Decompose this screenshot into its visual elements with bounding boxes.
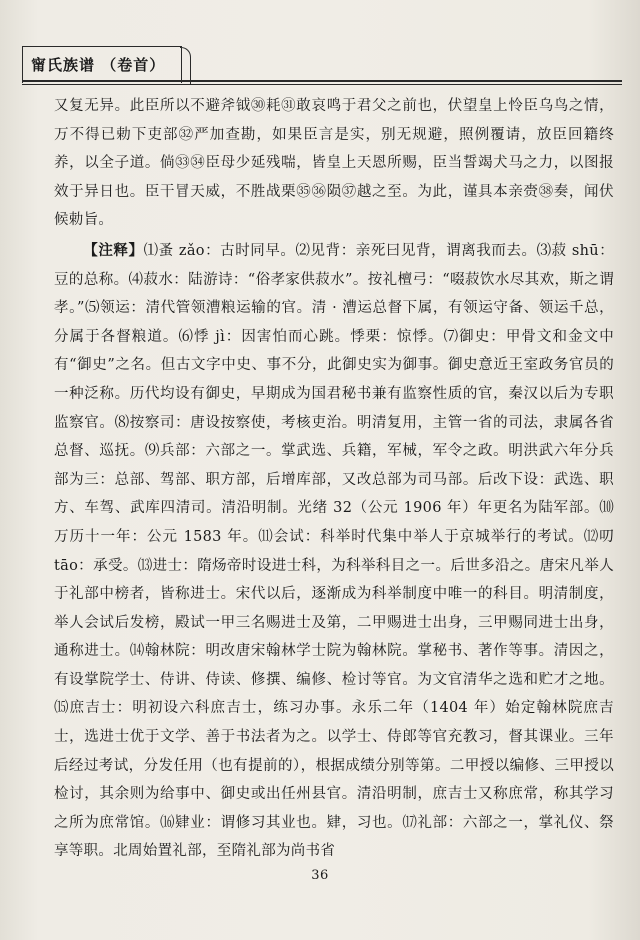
header-title-box <box>22 46 182 83</box>
notes-text: ⑴蚤 zǎo：古时同早。⑵见背：亲死曰见背，谓离我而去。⑶菽 shū：豆的总称。⑷菽水：陆游诗：“俗孝家供菽水”。按礼檀弓：“啜菽饮水尽其欢，斯之谓孝。”⑸领运：清代管领漕粮运输的官。清 · 漕运总督下属，有领运守备、领运千总，分属于各督粮道。⑹悸 jì：因害怕而心跳。悸栗：惊悸。⑺御史：甲骨文和金文中有“御史”之名。但古文字中史、事不分，此御史实为御事。御史意近王室政务官员的一种泛称。历代均设有御史，早期成为国君秘书兼有监察性质的官，秦汉以后为专职监察官。⑻按察司：唐设按察使，考核吏治。明清复用，主管一省的司法，隶属各省总督、巡抚。⑼兵部：六部之一。掌武选、兵籍，军械，军令之政。明洪武六年分兵部为三：总部、驾部、职方部，后增库部，又改总部为司马部。后改下设：武选、职方、车驾、武库四清司。清沿明制。光绪 32（公元 1906 年）年更名为陆军部。⑽万历十一年：公元 1583 年。⑾会试：科举时代集中举人于京城举行的考试。⑿叨 tāo：承受。⒀进士：隋炀帝时设进士科，为科举科目之一。后世多沿之。唐宋凡举人于礼部中榜者，皆称进士。宋代以后，逐渐成为科举制度中唯一的科目。明清制度，举人会试后发榜，殿试一甲三名赐进士及第，二甲赐进士出身，三甲赐同进士出身，通称进士。⒁翰林院：明改唐宋翰林学士院为翰林院。掌秘书、著作等事。清因之，有设掌院学士、侍讲、侍读、修撰、编修、检讨等官。为文官清华之选和贮才之地。⒂庶吉士：明初设六科庶吉士，练习办事。永乐二年（1404 年）始定翰林院庶吉士，选进士优于文学、善于书法者为之。以学士、侍郎等官充教习，督其课业。三年后经过考试，分发任用（也有提前的），根据成绩分别等第。二甲授以编修、三甲授以检讨，其余则为给事中、御史或出任州县官。清沿明制，庶吉士又称庶常，称其学习之所为庶常馆。⒃肄业：谓修习其业也。肄，习也。⒄礼部：六部之一，掌礼仪、祭享等职。北周始置礼部，至隋礼部为尚书省 <box>54 242 614 860</box>
header-rule-thick <box>22 80 622 82</box>
running-header <box>22 46 622 86</box>
page-body <box>54 92 614 866</box>
memorial-paragraph: 又复无异。此臣所以不避斧钺㉚耗㉛敢哀鸣于君父之前也，伏望皇上怜臣乌鸟之情，万不得已勅下吏部㉜严加查勘，如果臣言是实，别无规避，照例覆请，放臣回籍终养，以全子道。倘㉝㉞臣母少延残喘，皆皇上天恩所赐，臣当誓竭犬马之力，以图报效于异日也。臣干冒天威，不胜战栗㉟㊱陨㊲越之至。为此，谨具本亲赍㊳奏，闻伏候勅旨。 <box>54 98 614 229</box>
header-rule-thin <box>22 84 622 85</box>
notes-label: 【注释】 <box>83 241 144 259</box>
page-number: 36 <box>311 868 329 883</box>
header-title: 甯氏族谱 （卷首） <box>31 56 166 74</box>
notes-paragraph <box>54 237 614 866</box>
